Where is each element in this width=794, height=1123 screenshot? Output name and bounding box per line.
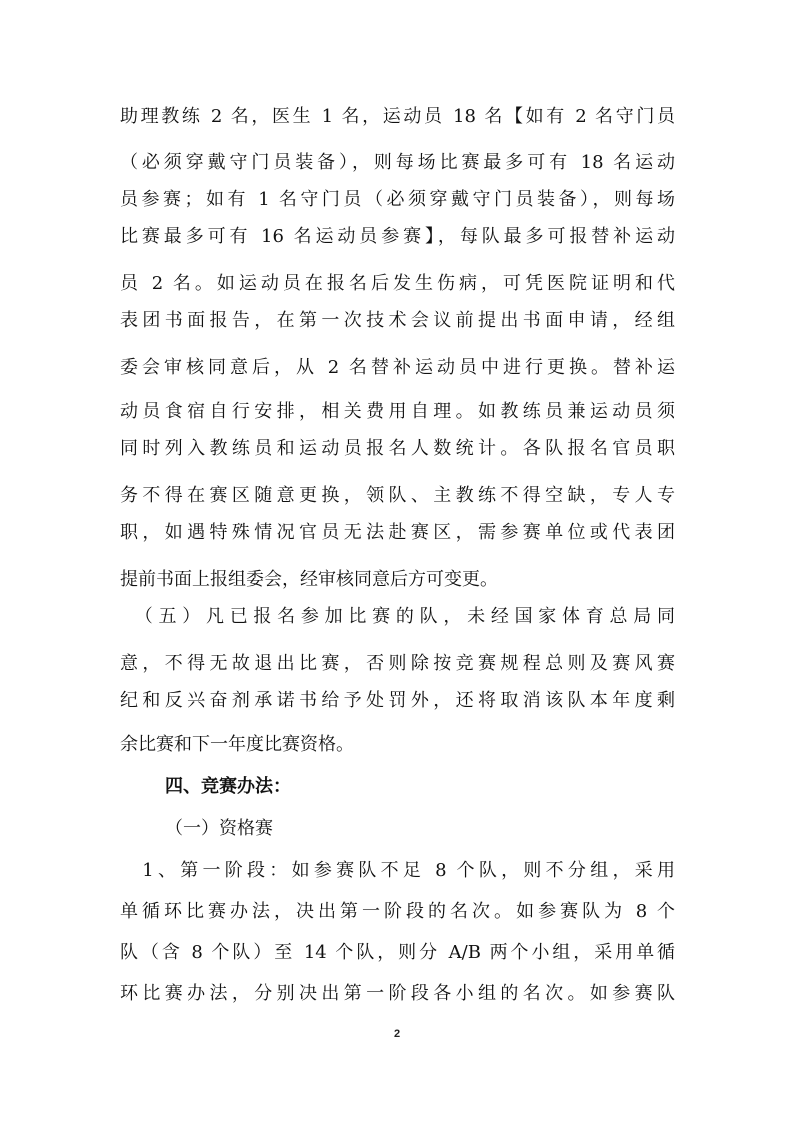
subsection-heading: （一）资格赛 [165, 818, 273, 839]
paragraph-line: 纪和反兴奋剂承诺书给予处罚外，还将取消该队本年度剩 [120, 690, 675, 711]
paragraph-line: 队（含 8 个队）至 14 个队，则分 A/B 两个小组，采用单循 [120, 942, 675, 963]
section-heading: 四、竞赛办法： [165, 776, 291, 797]
paragraph-line: 务不得在赛区随意更换，领队、主教练不得空缺，专人专 [120, 485, 675, 506]
paragraph-line: 表团书面报告，在第一次技术会议前提出书面申请，经组 [120, 310, 675, 331]
paragraph-line: 员参赛；如有 1 名守门员（必须穿戴守门员装备），则每场 [120, 189, 675, 210]
paragraph-line: 动员食宿自行安排，相关费用自理。如教练员兼运动员须 [120, 401, 675, 422]
paragraph-line: 比赛最多可有 16 名运动员参赛】，每队最多可报替补运动 [120, 226, 675, 247]
paragraph-line: 同时列入教练员和运动员报名人数统计。各队报名官员职 [120, 438, 675, 459]
paragraph-line: 单循环比赛办法，决出第一阶段的名次。如参赛队为 8 个 [120, 901, 675, 922]
paragraph-line: 助理教练 2 名，医生 1 名，运动员 18 名【如有 2 名守门员 [120, 106, 675, 127]
paragraph-line: 提前书面上报组委会，经审核同意后方可变更。 [120, 569, 498, 590]
paragraph-line: 员 2 名。如运动员在报名后发生伤病，可凭医院证明和代 [120, 273, 675, 294]
paragraph-line: 余比赛和下一年度比赛资格。 [120, 734, 354, 755]
paragraph-line: 职，如遇特殊情况官员无法赴赛区，需参赛单位或代表团 [120, 522, 675, 543]
paragraph-line: （必须穿戴守门员装备），则每场比赛最多可有 18 名运动 [120, 152, 675, 173]
paragraph-line: （五）凡已报名参加比赛的队，未经国家体育总局同 [120, 606, 675, 627]
paragraph-line: 环比赛办法，分别决出第一阶段各小组的名次。如参赛队 [120, 983, 675, 1004]
page-number: 2 [393, 1028, 401, 1040]
paragraph-line: 委会审核同意后，从 2 名替补运动员中进行更换。替补运 [120, 357, 675, 378]
paragraph-line: 意，不得无故退出比赛，否则除按竞赛规程总则及赛风赛 [120, 653, 675, 674]
paragraph-line: 1、第一阶段：如参赛队不足 8 个队，则不分组，采用 [120, 860, 675, 881]
